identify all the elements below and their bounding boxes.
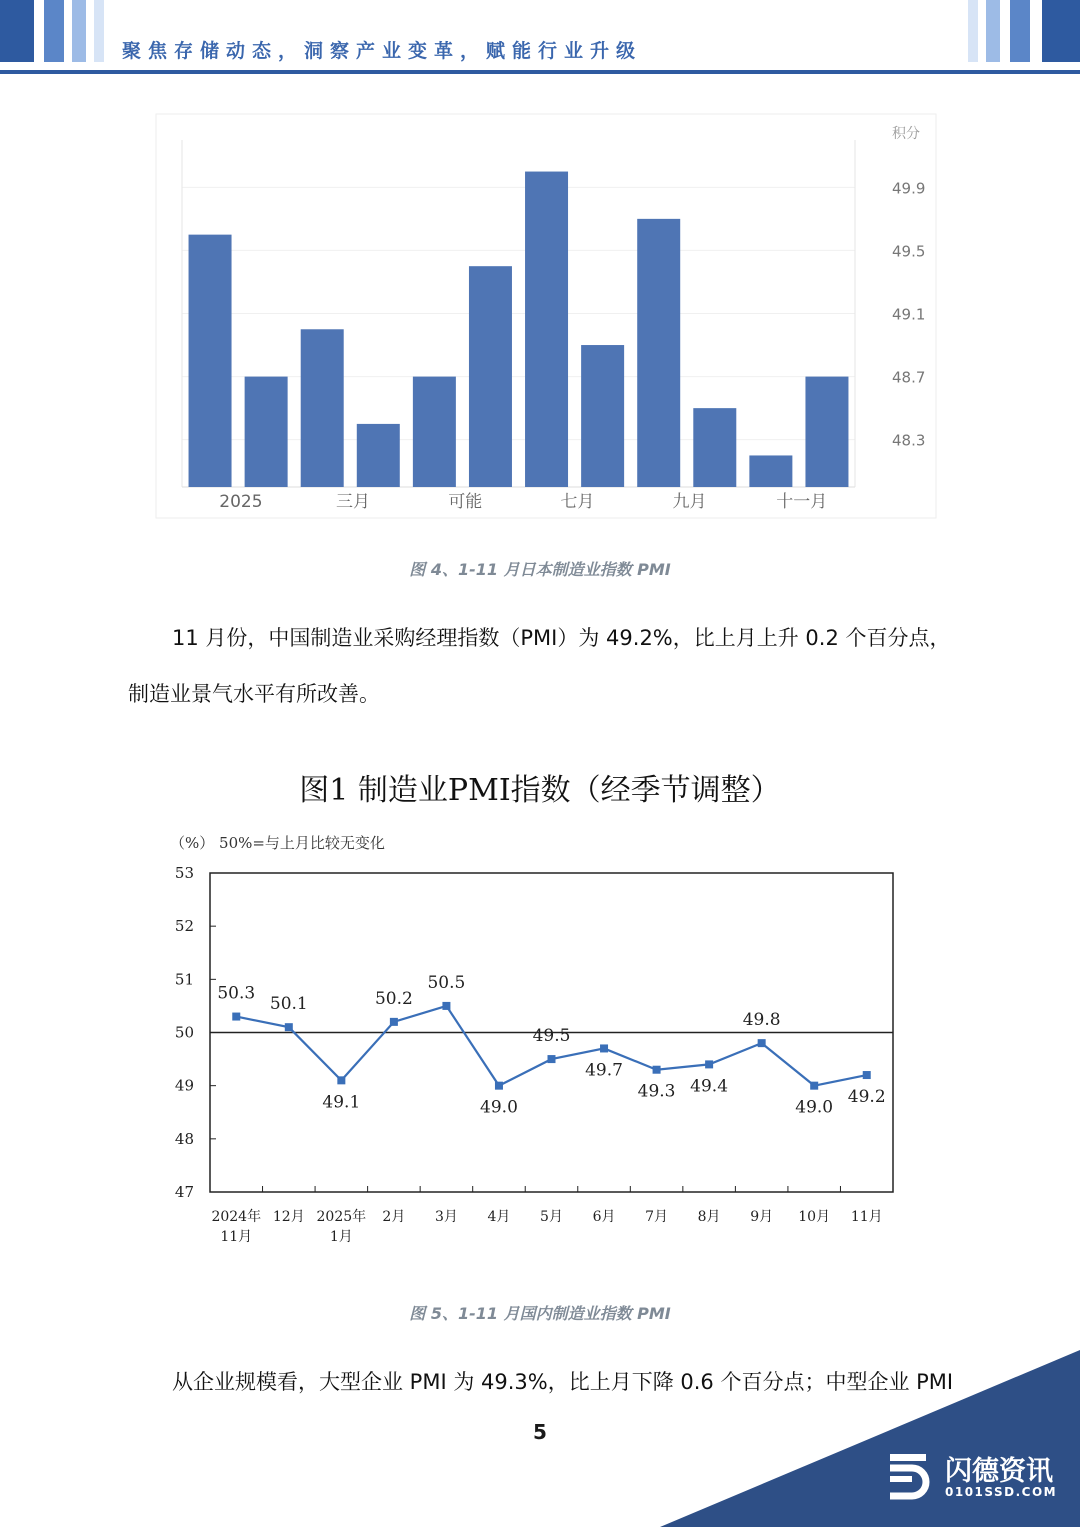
x-tick-label: 十一月 [776, 492, 828, 512]
data-label: 50.1 [269, 994, 308, 1015]
x-tick-label: 9月 [750, 1209, 774, 1225]
data-point [705, 1060, 713, 1068]
y-axis-label: （%） 50%=与上月比较无变化 [170, 834, 385, 852]
data-point [758, 1039, 766, 1047]
bar [749, 455, 792, 487]
y-tick-label: 49.1 [892, 305, 926, 324]
data-label: 50.2 [374, 988, 413, 1009]
y-tick-label: 49.5 [892, 242, 926, 261]
header-stripe [0, 0, 34, 62]
figure-5-caption: 图 5、1-11 月国内制造业指数 PMI [409, 1304, 671, 1323]
data-point [863, 1071, 871, 1079]
x-tick-label: 2025 [219, 492, 263, 512]
data-label: 50.3 [217, 983, 256, 1004]
y-tick-label: 50 [174, 1023, 194, 1042]
x-tick-label: 三月 [336, 492, 371, 512]
data-point [285, 1023, 293, 1031]
figure-4-caption: 图 4、1-11 月日本制造业指数 PMI [409, 560, 671, 579]
data-point [548, 1055, 556, 1063]
x-tick-label: 1月 [329, 1229, 353, 1245]
bar [469, 266, 512, 487]
header-stripe [44, 0, 64, 62]
data-label: 49.4 [690, 1076, 729, 1097]
x-tick-label: 2月 [382, 1209, 406, 1225]
data-label: 49.3 [637, 1081, 676, 1102]
bar [189, 235, 232, 487]
bar [637, 219, 680, 487]
paragraph-2-line-1: 从企业规模看，大型企业 PMI 为 49.3%，比上月下降 0.6 个百分点；中型企业 PMI [172, 1370, 954, 1394]
y-tick-label: 48.3 [892, 431, 926, 450]
bar [581, 345, 624, 487]
bar [357, 424, 400, 487]
page-number: 5 [533, 1420, 547, 1444]
data-label: 49.8 [742, 1010, 781, 1031]
y-tick-label: 49.9 [892, 179, 926, 198]
bar [525, 172, 568, 487]
y-tick-label: 48 [174, 1129, 194, 1148]
x-tick-label: 3月 [434, 1209, 458, 1225]
china-pmi-chart-title: 图1 制造业PMI指数（经季节调整） [299, 773, 781, 808]
x-tick-label: 10月 [798, 1209, 831, 1225]
header-stripe [1010, 0, 1030, 62]
header-stripe [1042, 0, 1080, 62]
data-label: 49.7 [585, 1060, 623, 1081]
bar [805, 377, 848, 487]
footer-corner-shape [660, 1350, 1080, 1527]
china-pmi-line-chart [160, 825, 920, 1255]
x-tick-label: 2025年 [316, 1209, 367, 1225]
data-point [442, 1002, 450, 1010]
data-point [653, 1066, 661, 1074]
paragraph-1-line-1: 11 月份，中国制造业采购经理指数（PMI）为 49.2%，比上月上升 0.2 个百分点， [172, 626, 951, 650]
data-point [390, 1018, 398, 1026]
bar [693, 408, 736, 487]
y-tick-label: 51 [174, 970, 194, 989]
x-tick-label: 2024年 [211, 1209, 262, 1225]
header-stripe [968, 0, 978, 62]
header-slogan: 聚焦存储动态，洞察产业变革，赋能行业升级 [122, 40, 643, 62]
x-tick-label: 4月 [487, 1209, 511, 1225]
data-label: 49.5 [532, 1026, 571, 1047]
data-label: 49.0 [480, 1097, 518, 1118]
data-point [337, 1076, 345, 1084]
japan-pmi-bar-chart [150, 110, 940, 525]
x-tick-label: 8月 [697, 1209, 721, 1225]
y-axis-unit: 积分 [892, 126, 920, 142]
bar [413, 377, 456, 487]
data-label: 50.5 [427, 972, 466, 993]
x-tick-label: 5月 [540, 1209, 563, 1225]
logo-name: 闪德资讯 [945, 1456, 1053, 1487]
paragraph-1-line-2: 制造业景气水平有所改善。 [128, 682, 380, 706]
bar [245, 377, 288, 487]
y-tick-label: 53 [174, 864, 194, 882]
logo-url: 0101SSD.COM [945, 1485, 1058, 1499]
header-rule [0, 70, 1080, 74]
footer-decoration [660, 1350, 1080, 1527]
x-tick-label: 九月 [672, 492, 707, 512]
y-tick-label: 48.7 [892, 368, 926, 387]
x-tick-label: 11月 [850, 1209, 883, 1225]
y-tick-label: 47 [174, 1183, 194, 1201]
x-tick-label: 6月 [592, 1209, 616, 1225]
data-label: 49.2 [847, 1087, 886, 1108]
header-stripe [986, 0, 1000, 62]
x-tick-label: 七月 [560, 492, 595, 512]
x-tick-label: 12月 [272, 1209, 305, 1225]
data-point [232, 1013, 240, 1021]
y-tick-label: 52 [174, 917, 194, 936]
bar [301, 329, 344, 487]
x-tick-label: 可能 [448, 492, 483, 512]
data-point [810, 1082, 818, 1090]
data-label: 49.1 [322, 1092, 361, 1113]
header-stripe [94, 0, 104, 62]
data-label: 49.0 [795, 1097, 834, 1118]
data-point [495, 1082, 503, 1090]
x-tick-label: 11月 [220, 1229, 253, 1245]
data-point [600, 1044, 608, 1052]
header-stripe [72, 0, 86, 62]
y-tick-label: 49 [174, 1076, 194, 1095]
x-tick-label: 7月 [645, 1209, 669, 1225]
